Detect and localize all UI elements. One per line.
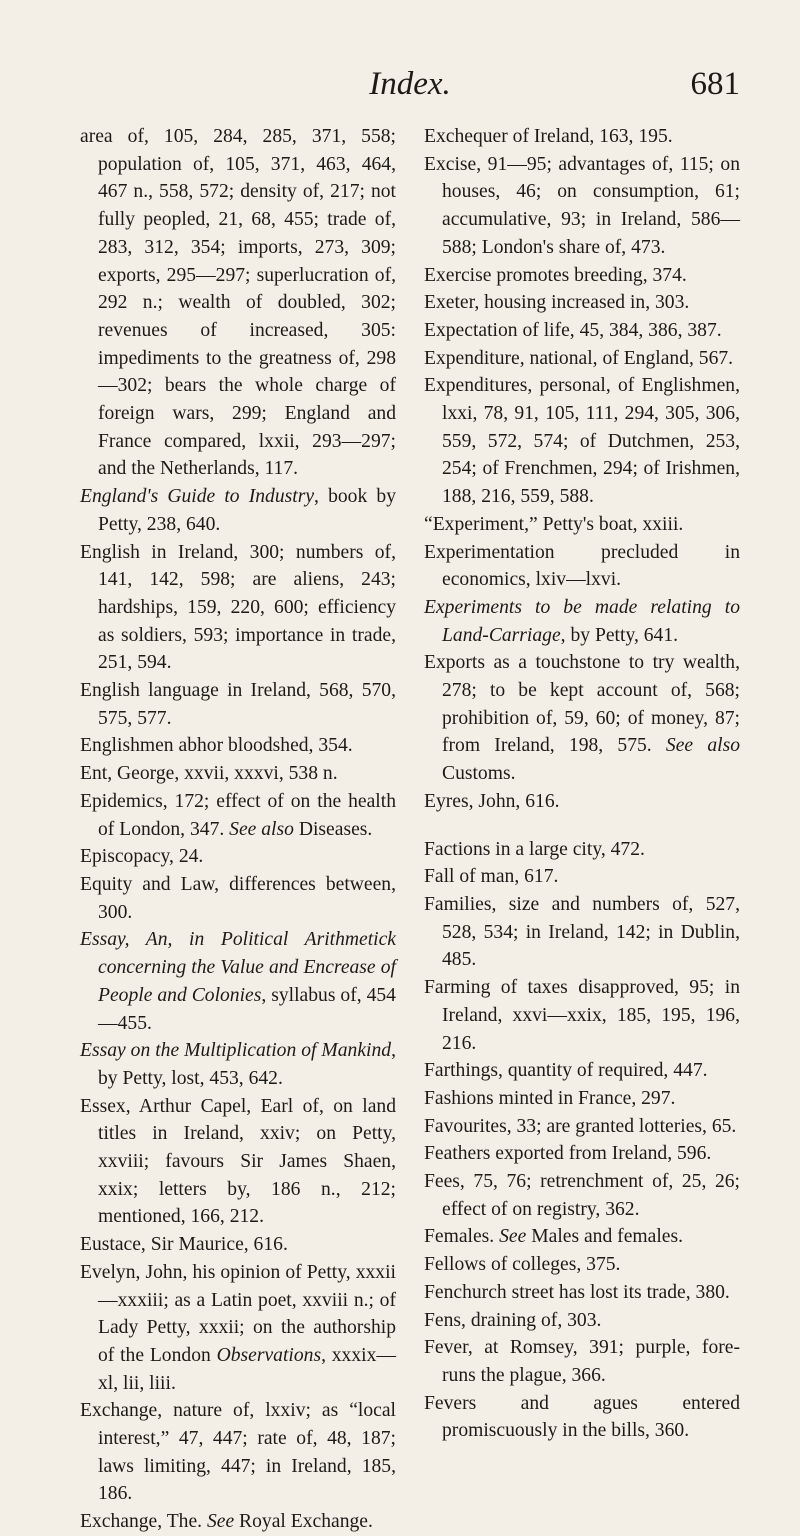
- entry-text: Fens, draining of, 303.: [424, 1309, 602, 1331]
- index-entry: [424, 1279, 740, 1307]
- entry-text: Fever, at Romsey, 391; purple, fore-runs the plague, 366.: [424, 1337, 740, 1386]
- entry-text: Exchange, The.: [80, 1511, 207, 1533]
- index-entry: [80, 677, 396, 732]
- entry-text: Fashions minted in France, 297.: [424, 1087, 676, 1109]
- index-entry: [80, 539, 396, 678]
- index-entry: [424, 262, 740, 290]
- index-entry: [424, 151, 740, 262]
- entry-text: “Experiment,” Petty's boat, xxiii.: [424, 513, 684, 535]
- index-entry: [424, 345, 740, 373]
- entry-text: Favourites, 33; are granted lotteries, 65.: [424, 1115, 737, 1137]
- index-entry: [80, 123, 396, 483]
- entry-text: Fall of man, 617.: [424, 866, 559, 888]
- index-entry: [424, 317, 740, 345]
- index-entry: [424, 1223, 740, 1251]
- index-entry: [80, 1231, 396, 1259]
- index-entry: [80, 760, 396, 788]
- entry-text: , by Petty, 641.: [560, 624, 679, 646]
- entry-text: , syllabus of, 454—455.: [98, 984, 396, 1034]
- entry-text: Observations: [216, 1344, 322, 1366]
- entry-text: Ent, George, xxvii, xxxvi, 538 n.: [80, 763, 338, 785]
- index-entry: [80, 1259, 396, 1398]
- entry-text: Exchange, nature of, lxxiv; as “local interest,” 47, 447; rate of, 48, 187; laws limiting, 447; in Ireland, 185, 186.: [80, 1400, 396, 1505]
- entry-text: See: [499, 1226, 527, 1248]
- entry-text: English in Ireland, 300; numbers of, 141, 142, 598; are aliens, 243; hardships, 159, 220, 600; efficiency as soldiers, 593; importance in trade, 251, 594.: [80, 541, 396, 674]
- entry-text: , xxxix—xl, lii, liii.: [98, 1344, 396, 1394]
- page-header: [80, 60, 740, 110]
- entry-text: Fenchurch street has lost its trade, 380.: [424, 1281, 730, 1303]
- index-entry: [424, 1085, 740, 1113]
- entry-text: Exeter, housing increased in, 303.: [424, 292, 690, 314]
- index-entry: [424, 1251, 740, 1279]
- entry-text: Evelyn, John, his opinion of Petty, xxxii—xxxiii; as a Latin poet, xxviii n.; of Lady Petty, xxxii; on the authorship of the London: [80, 1261, 396, 1366]
- entry-text: English language in Ireland, 568, 570, 575, 577.: [80, 680, 396, 729]
- entry-text: Expenditures, personal, of Englishmen, lxxi, 78, 91, 105, 111, 294, 305, 306, 559, 572, 574; of Dutchmen, 253, 254; of Frenchmen, 294; of Irishmen, 188, 216, 559, 588.: [424, 375, 740, 508]
- index-entry: [424, 123, 740, 151]
- index-entry: [80, 843, 396, 871]
- index-entry: [80, 788, 396, 843]
- index-entry: [424, 289, 740, 317]
- index-entry: [424, 372, 740, 511]
- index-columns: [80, 123, 740, 1536]
- index-entry: [80, 926, 396, 1037]
- entry-text: Exercise promotes breeding, 374.: [424, 264, 687, 286]
- entry-text: , by Petty, lost, 453, 642.: [98, 1040, 396, 1089]
- index-entry: [80, 1037, 396, 1092]
- entry-text: Essex, Arthur Capel, Earl of, on land titles in Ireland, xxiv; on Petty, xxviii; favours Sir James Shaen, xxix; letters by, 186 n., 212; mentioned, 166, 212.: [80, 1095, 396, 1228]
- index-entry: [424, 1168, 740, 1223]
- index-entry: [424, 1307, 740, 1335]
- entry-text: Feathers exported from Ireland, 596.: [424, 1143, 712, 1165]
- entry-text: Expectation of life, 45, 384, 386, 387.: [424, 319, 722, 341]
- index-entry: [424, 594, 740, 649]
- right-column: [424, 123, 740, 1536]
- entry-text: See also: [665, 735, 740, 757]
- index-entry: [80, 871, 396, 926]
- entry-text: Eyres, John, 616.: [424, 790, 560, 812]
- index-entry: [80, 1397, 396, 1508]
- entry-text: Expenditure, national, of England, 567.: [424, 347, 734, 369]
- index-entry: [424, 863, 740, 891]
- entry-text: See also: [229, 818, 294, 840]
- entry-text: Customs.: [442, 763, 516, 785]
- entry-text: See: [206, 1511, 235, 1533]
- index-entry: [424, 1113, 740, 1141]
- entry-text: Essay on the Multiplication of Mankind: [80, 1040, 392, 1062]
- index-entry: [424, 1390, 740, 1445]
- entry-text: Exchequer of Ireland, 163, 195.: [424, 126, 673, 147]
- entry-text: Eustace, Sir Maurice, 616.: [80, 1234, 288, 1256]
- entry-text: Experiments to be made relating to Land-Carriage: [424, 596, 740, 646]
- entry-text: Fees, 75, 76; retrenchment of, 25, 26; effect of on registry, 362.: [424, 1171, 740, 1220]
- index-entry: [424, 1334, 740, 1389]
- entry-text: Experimentation precluded in economics, lxiv—lxvi.: [424, 541, 740, 591]
- index-entry: [424, 1140, 740, 1168]
- index-entry: [424, 649, 740, 788]
- entry-text: Fevers and agues entered promiscuously in the bills, 360.: [424, 1392, 740, 1442]
- entry-text: Englishmen abhor bloodshed, 354.: [80, 735, 353, 757]
- entry-text: Females.: [424, 1226, 500, 1248]
- index-entry: [424, 511, 740, 539]
- index-entry: [424, 974, 740, 1057]
- index-entry: [424, 891, 740, 974]
- index-entry: [80, 732, 396, 760]
- entry-text: Factions in a large city, 472.: [424, 838, 645, 860]
- page-number: 681: [690, 66, 740, 102]
- running-head: Index.: [369, 66, 451, 102]
- entry-text: Equity and Law, differences between, 300.: [80, 873, 396, 923]
- index-entry: [80, 1508, 396, 1536]
- entry-text: area of, 105, 284, 285, 371, 558; population of, 105, 371, 463, 464, 467 n., 558, 572; density of, 217; not fully peopled, 21, 68, 455; trade of, 283, 312, 354; imports, 273, 309; exports, 295—297; superlucration of, 292 n.; wealth of doubled, 302; revenues of increased, 305: impediments to the greatness of, 298—302; bears the whole charge of foreign wars, 299; England and France compared, lxxii, 293—297; and the Netherlands, 117.: [80, 126, 396, 480]
- entry-text: Royal Exchange.: [234, 1511, 373, 1533]
- index-entry: [424, 788, 740, 816]
- left-column: [80, 123, 396, 1536]
- entry-text: , book by Petty, 238, 640.: [98, 486, 396, 535]
- entry-text: Exports as a touchstone to try wealth, 278; to be kept account of, 568; prohibition of, 59, 60; of money, 87; from Ireland, 198, 575.: [424, 652, 740, 757]
- entry-text: England's Guide to Industry: [80, 486, 315, 508]
- entry-text: Fellows of colleges, 375.: [424, 1254, 621, 1276]
- entry-text: Farming of taxes disapproved, 95; in Ireland, xxvi—xxix, 185, 195, 196, 216.: [424, 977, 740, 1054]
- index-entry: [424, 1057, 740, 1085]
- index-entry: [80, 1093, 396, 1232]
- entry-text: Excise, 91—95; advantages of, 115; on houses, 46; on consumption, 61; accumulative, 93; in Ireland, 586—588; London's share of, 473.: [424, 153, 740, 258]
- entry-text: Epidemics, 172; effect of on the health of London, 347.: [80, 790, 396, 840]
- index-entry: [424, 539, 740, 594]
- entry-text: Episcopacy, 24.: [80, 846, 204, 868]
- entry-text: Males and females.: [526, 1226, 683, 1248]
- index-entry: [80, 483, 396, 538]
- entry-text: Essay, An, in Political Arithmetick concerning the Value and Encrease of People and Colonies: [80, 929, 396, 1006]
- entry-text: Farthings, quantity of required, 447.: [424, 1060, 708, 1082]
- index-entry: [424, 836, 740, 864]
- entry-text: Diseases.: [293, 818, 373, 840]
- entry-text: Families, size and numbers of, 527, 528, 534; in Ireland, 142; in Dublin, 485.: [424, 893, 740, 971]
